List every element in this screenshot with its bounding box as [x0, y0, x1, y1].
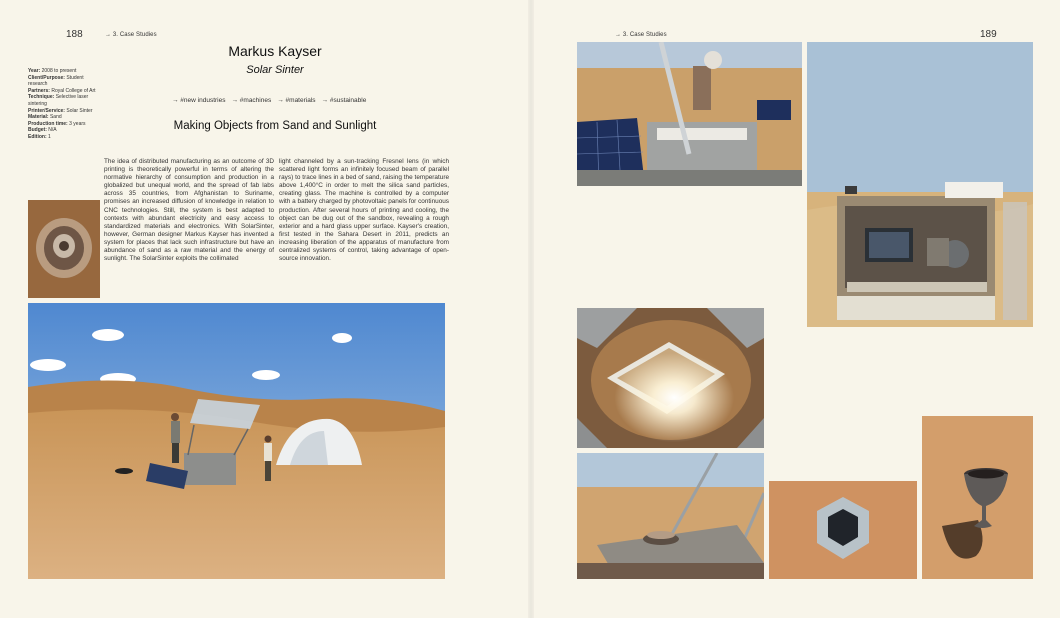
- meta-row: Production time: 3 years: [28, 120, 86, 127]
- tag-item[interactable]: → #machines: [231, 97, 272, 104]
- machine-open-box-photo: [807, 42, 1033, 327]
- tag-item[interactable]: → #sustainable: [321, 97, 367, 104]
- meta-row: Client/Purpose: Student research: [28, 74, 84, 88]
- meta-row: Year: 2008 to present: [28, 68, 77, 74]
- right-page: [530, 0, 1060, 618]
- section-label-left: → 3. Case Studies: [105, 32, 157, 38]
- article-title: Markus Kayser: [228, 43, 322, 59]
- meta-row: Edition: 1: [28, 133, 51, 140]
- sintered-vessel-photo: [28, 200, 100, 298]
- hexagonal-glass-object-photo: [769, 481, 917, 579]
- page-number-right: 189: [980, 29, 997, 40]
- body-column-2: light channeled by a sun-tracking Fresnel lens (in which scattered light forms an infinitely focused beam of parallel rays) to trace lines in a bed of sand, raising the temperature above 1,400°C in order to melt the silica sand particles, creating glass. The machine is controlled by a computer with a battery charged by photovoltaic panels for continuous production. After several hours of printing and cooling, the object can be dug out of the sandbox, revealing a rough exterior and a hard glass upper surface. Kayser's creation, first tested in the Sahara Desert in 2011, predicts an increasing liberation of the apparatus of manufacture from centralized systems of control, taking advantage of open-source innovation.: [279, 158, 449, 263]
- meta-row: Material: Sand: [28, 114, 62, 121]
- body-column-1: The idea of distributed manufacturing as an outcome of 3D printing is theoretically powerful in terms of altering the normative hierarchy of consumption and production in a globalized but unequal world, and the spread of fab labs across 35 countries, from Afghanistan to Suriname, promises an increased diffusion of knowledge in relation to CNC technologies. Still, the system is best adapted to contexts with abundant electricity and easy access to standardized materials and electronics. With SolarSinter, however, German designer Markus Kayser has invented a system for places that lack such infrastructure but have an abundance of sand as a raw material and the energy of sunlight. The SolarSinter exploits the collimated: [104, 158, 274, 263]
- meta-row: Printer/Service: Solar Sinter: [28, 107, 93, 114]
- tag-item[interactable]: → #materials: [277, 97, 316, 104]
- article-heading: Making Objects from Sand and Sunlight: [173, 120, 377, 132]
- fresnel-light-photo: [577, 308, 764, 448]
- page-number-left: 188: [66, 29, 83, 40]
- article-subtitle: Solar Sinter: [246, 64, 304, 76]
- glass-bowl-sand-photo: [922, 416, 1033, 579]
- tag-item[interactable]: → #new industries: [172, 97, 226, 104]
- meta-row: Budget: N/A: [28, 127, 57, 134]
- tag-list: [172, 97, 366, 104]
- machine-printed-bowl-photo: [577, 453, 764, 579]
- operator-solar-panels-photo: [577, 42, 802, 186]
- section-label-right: → 3. Case Studies: [615, 32, 667, 38]
- meta-row: Partners: Royal College of Art: [28, 87, 96, 94]
- project-metadata: [28, 68, 100, 141]
- meta-row: Technique: Selective laser sintering: [28, 94, 89, 107]
- desert-camp-photo: [28, 303, 445, 579]
